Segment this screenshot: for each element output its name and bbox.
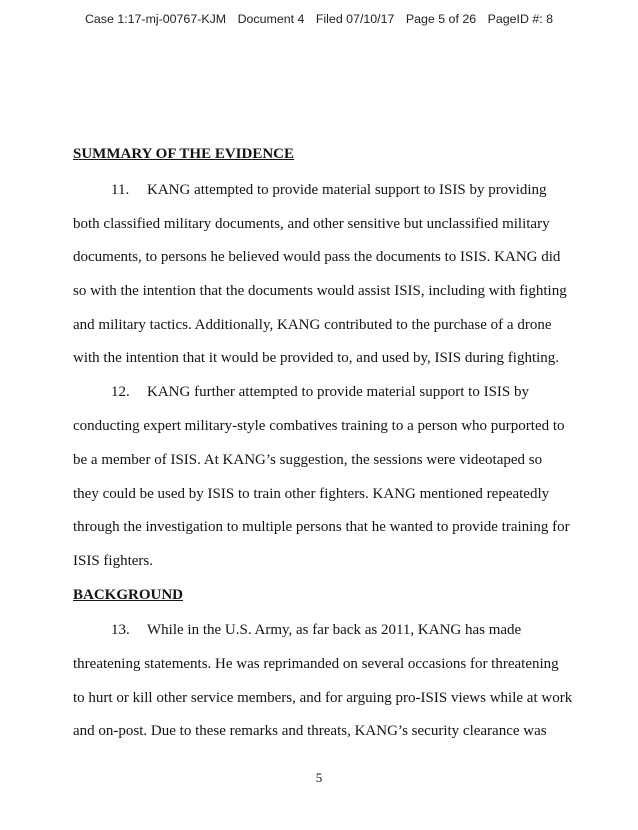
paragraph-12-line-4: they could be used by ISIS to train other fighters. KANG mentioned repeatedly <box>73 486 550 502</box>
paragraph-12-line-6: ISIS fighters. <box>73 553 153 569</box>
paragraph-11-line-1: 11. KANG attempted to provide material support to ISIS by providing <box>111 182 547 198</box>
case-number: Case 1:17-mj-00767-KJM <box>84 12 227 26</box>
paragraph-11-line-5: and military tactics. Additionally, KANG contributed to the purchase of a drone <box>73 317 552 333</box>
paragraph-12-line-3: be a member of ISIS. At KANG’s suggestion, the sessions were videotaped so <box>73 452 543 468</box>
page-of-total: Page 5 of 26 <box>405 12 477 26</box>
paragraph-number: 11. <box>111 182 130 198</box>
filed-date: Filed 07/10/17 <box>315 12 395 26</box>
paragraph-13-line-3: to hurt or kill other service members, and for arguing pro-ISIS views while at work <box>73 690 573 706</box>
paragraph-13-line-4: and on-post. Due to these remarks and threats, KANG’s security clearance was <box>73 723 547 739</box>
paragraph-11-line-3: documents, to persons he believed would pass the documents to ISIS. KANG did <box>73 249 561 265</box>
paragraph-13-line-2: threatening statements. He was reprimanded on several occasions for threatening <box>73 656 559 672</box>
paragraph-12-line-2: conducting expert military-style combatives training to a person who purported to <box>73 418 565 434</box>
paragraph-12-line-5: through the investigation to multiple persons that he wanted to provide training for <box>73 519 570 535</box>
document-number: Document 4 <box>237 12 305 26</box>
paragraph-13-line-1: 13. While in the U.S. Army, as far back as 2011, KANG has made <box>111 622 522 638</box>
paragraph-11-line-4: so with the intention that the documents would assist ISIS, including with fighting <box>73 283 567 299</box>
page-id: PageID #: 8 <box>487 12 554 26</box>
paragraph-11-line-2: both classified military documents, and other sensitive but unclassified military <box>73 216 550 232</box>
paragraph-11-line-6: with the intention that it would be provided to, and used by, ISIS during fighting. <box>73 350 560 366</box>
paragraph-12-line-1: 12. KANG further attempted to provide material support to ISIS by <box>111 384 530 400</box>
page-number: 5 <box>315 770 323 785</box>
background-heading: BACKGROUND <box>73 587 184 603</box>
case-header <box>0 12 638 26</box>
paragraph-number: 12. <box>111 384 130 400</box>
paragraph-number: 13. <box>111 622 130 638</box>
summary-heading: SUMMARY OF THE EVIDENCE <box>73 146 295 162</box>
